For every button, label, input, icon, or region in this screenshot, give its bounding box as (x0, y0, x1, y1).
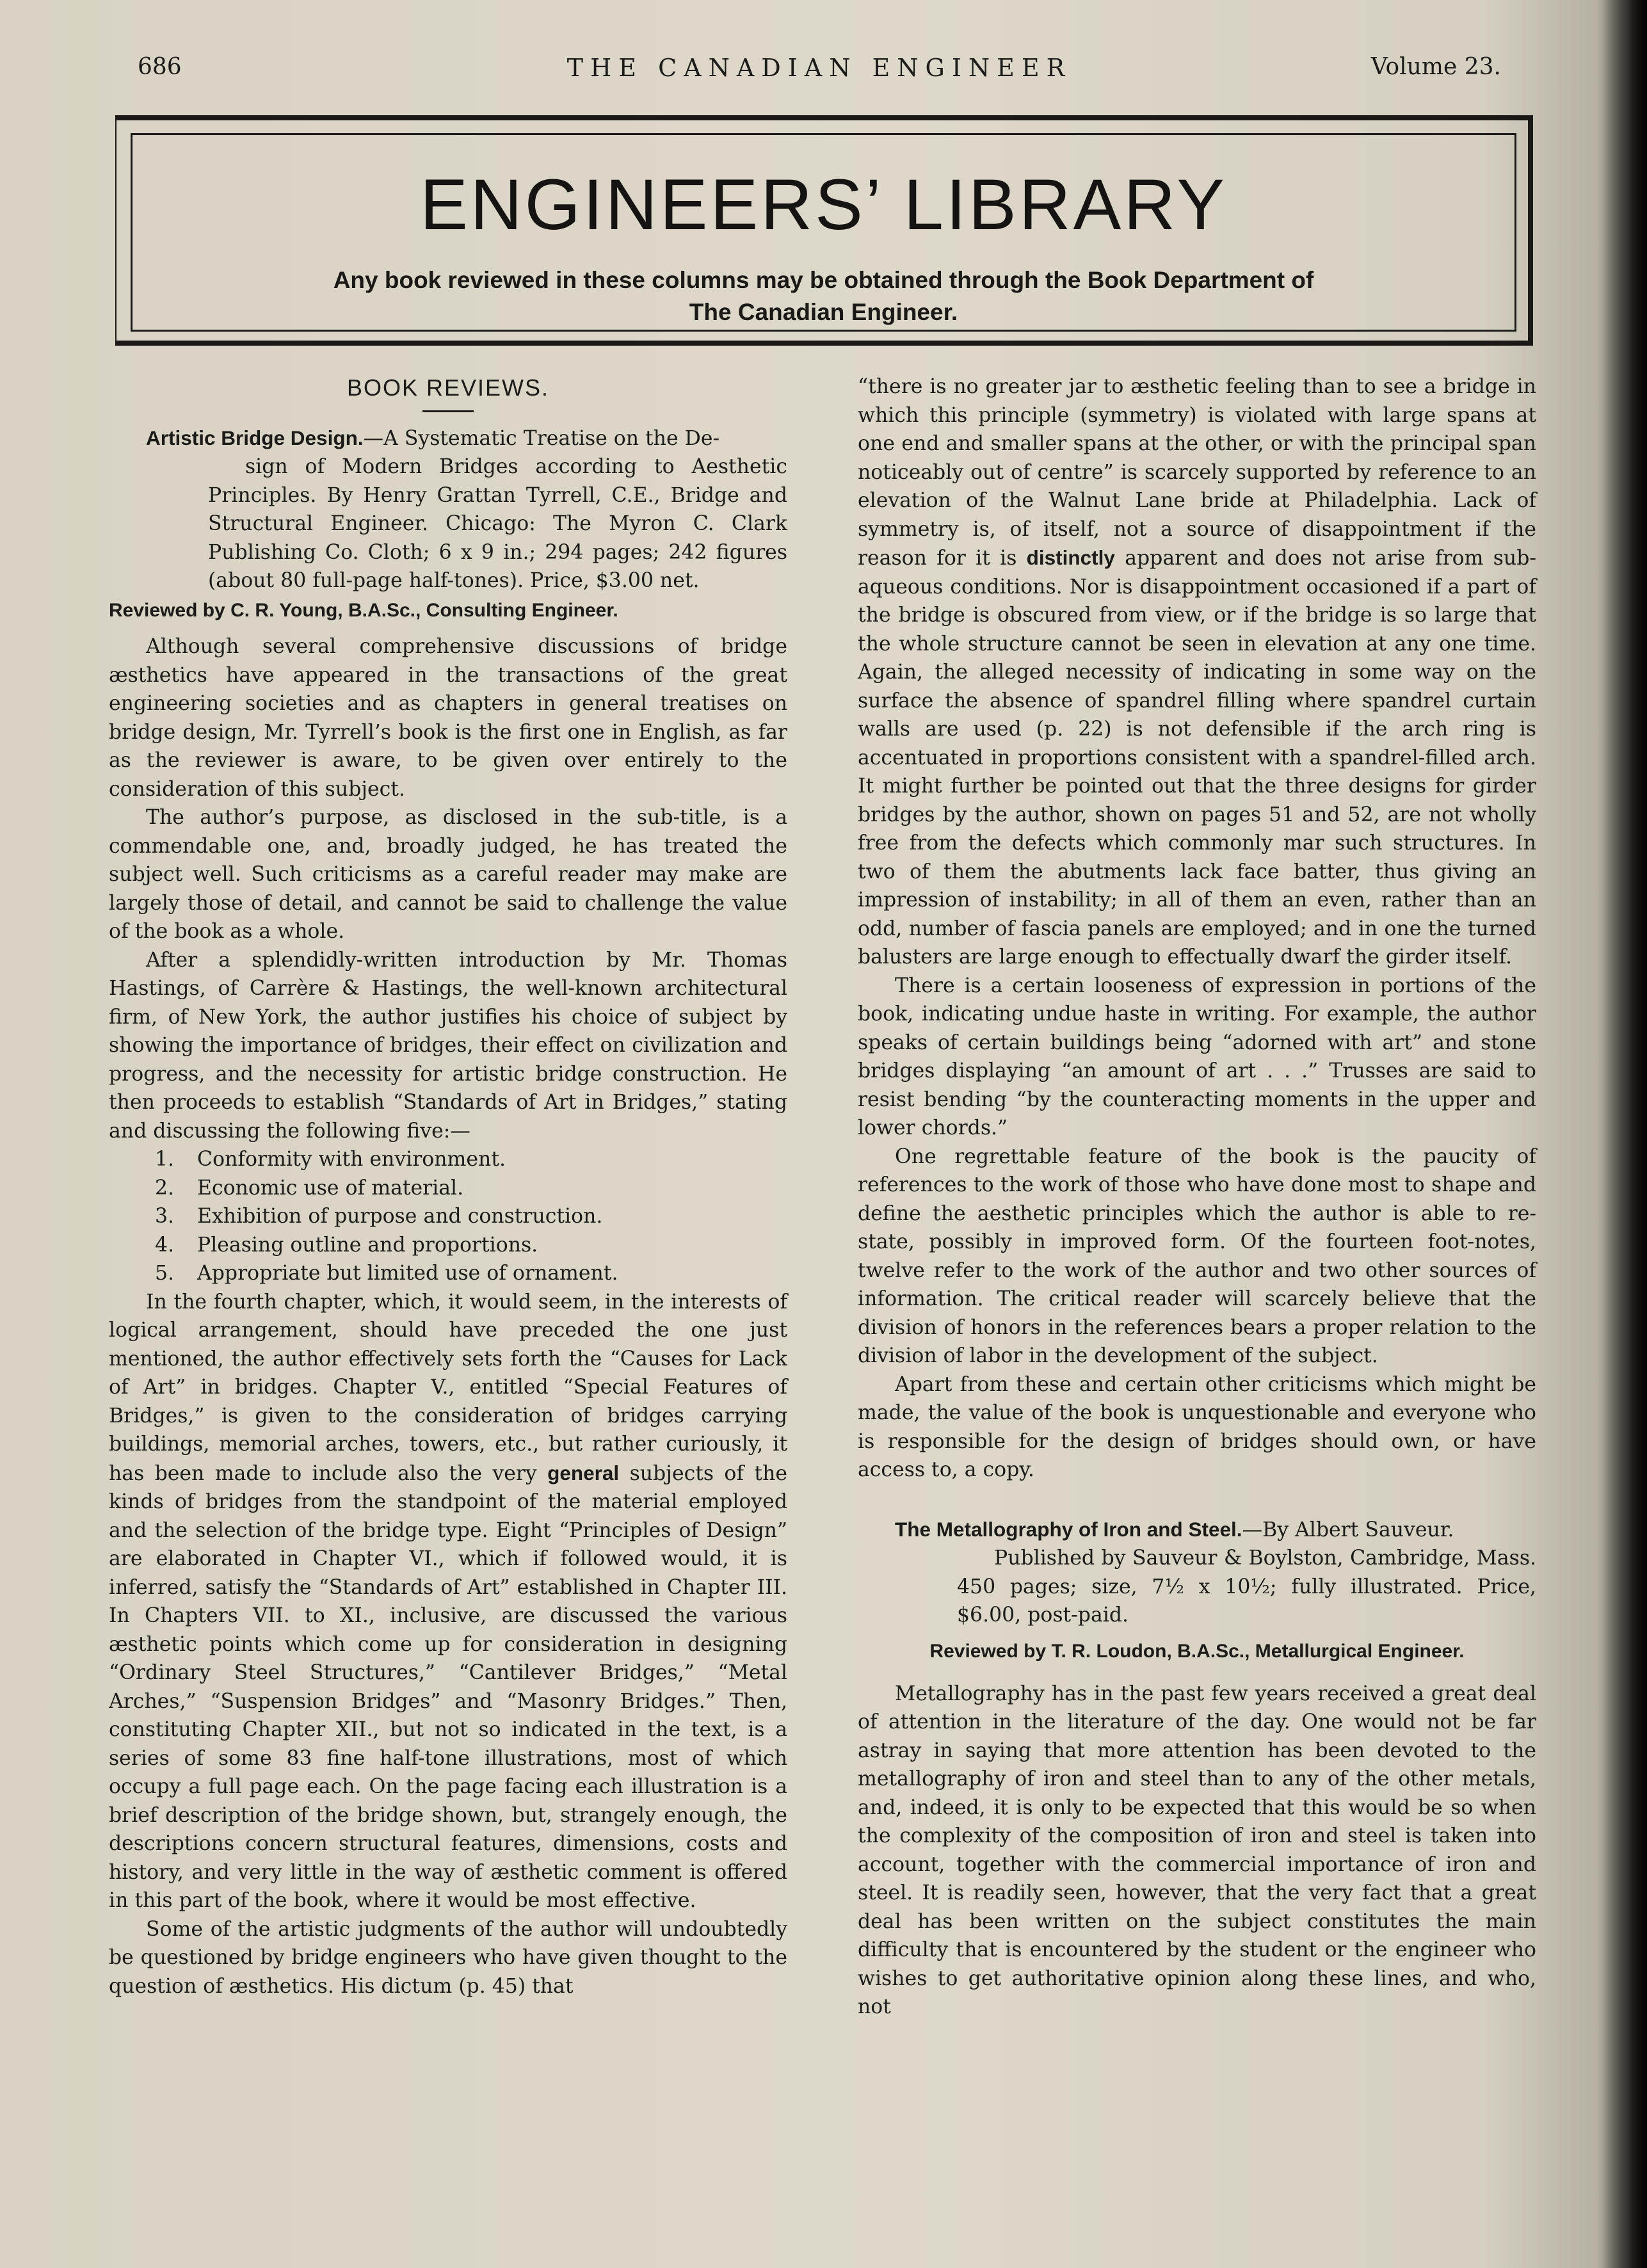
review1-para4-part2: subjects of the kinds of bridges from the standpoint of the material employed and the selection of the bridge type. Eight “Principles of Design” are elaborated in Chapter VI., which if followed would, it is inferred, satisfy the “Standards of Art” established in Chapter III. In Chapters VII. to XI., inclusive, are discussed the various æsthetic points which come up for consideration in designing “Ordinary Steel Structures,” “Cantilever Bridges,” “Metal Arches,” “Suspension Bridges” and “Masonry Bridges.” Then, constituting Chapter XII., but not so indicated in the text, is a series of some 83 fine half-tone illustrations, most of which occupy a full page each. On the page facing each illustration is a brief description of the bridge shown, but, strangely enough, the descriptions concern structural features, dimensions, costs and history, and very little in the way of æsthetic comment is offered in this part of the book, where it would be most effective. (109, 1461, 788, 1912)
journal-title: THE CANADIAN ENGINEER (566, 54, 1072, 82)
book-details-1: sign of Modern Bridges according to Aesthetic Principles. By Henry Grattan Tyrrell, C.E., Bridge and Structural Engineer. Chicago: The Myron C. Clark Publishing Co. Cloth; 6 x 9 in.; 294 pages; 242 figures (about 80 full-page half-tones). Price, $3.00 net. (208, 455, 787, 592)
review1-para4-bold: general (547, 1461, 620, 1484)
list-text: Exhibition of purpose and construction. (197, 1205, 603, 1228)
review1-para6-bold: distinctly (1026, 546, 1115, 569)
list-text: Conformity with environment. (197, 1148, 506, 1171)
volume-label: Volume 23. (1370, 54, 1501, 80)
banner-subtitle-line1: Any book reviewed in these columns may be obtained through the Book Department of (333, 267, 1314, 293)
list-item (155, 1174, 787, 1203)
review1-para4 (109, 1288, 787, 1915)
review1-para1: Although several comprehensive discussions of bridge æsthetics have appeared in the transactions of the great engineering societies and as chapters in general treatises on bridge design, Mr. Tyrrell’s book is the first one in English, as far as the reviewer is aware, to be given over entirely to the consideration of this subject. (109, 635, 787, 801)
section-banner (115, 115, 1533, 346)
review1-para7: There is a certain looseness of expression in portions of the book, indicating undue haste in writing. For example, the author speaks of certain buildings being “adorned with art” and stone bridges displaying “an amount of art . . .” Trusses are said to resist bending “by the counteracting moments in the upper and lower chords.” (858, 974, 1536, 1139)
list-item (155, 1259, 787, 1288)
banner-subtitle-line2: The Canadian Engineer. (689, 299, 958, 325)
book-details-2: Published by Sauveur & Boylston, Cambridge, Mass. 450 pages; size, 7½ x 10½; fully illustrated. Price, $6.00, post-paid. (957, 1547, 1536, 1627)
review1-para9: Apart from these and certain other criticisms which might be made, the value of the book is unquestionable and everyone who is responsible for the design of bridges should own, or have access to, a copy. (858, 1372, 1536, 1481)
list-number: 3. (155, 1205, 175, 1228)
review1-para2: The author’s purpose, as disclosed in the sub-title, is a commendable one, and, broadly judged, he has treated the subject well. Such criticisms as a careful reader may make are largely those of detail, and cannot be said to challenge the value of the book as a whole. (109, 806, 787, 943)
review1-para5: Some of the artistic judgments of the author will undoubtedly be questioned by bridge engineers who have given thought to the question of æsthetics. His dictum (p. 45) that (109, 1917, 787, 1998)
banner-title: ENGINEERS’ LIBRARY (420, 165, 1227, 245)
list-number: 4. (155, 1233, 175, 1257)
list-item (155, 1231, 787, 1260)
review1-para6 (858, 373, 1536, 972)
standards-list (109, 1145, 787, 1288)
spacer (858, 1484, 1536, 1515)
banner-subtitle (133, 264, 1514, 328)
reviewer-2: Reviewed by T. R. Loudon, B.A.Sc., Metallurgical Engineer. (929, 1640, 1465, 1662)
book-title-2: The Metallography of Iron and Steel. (895, 1517, 1242, 1541)
list-number: 1. (155, 1148, 175, 1171)
review1-para8: One regrettable feature of the book is the paucity of references to the work of those who have done most to shape and define the aesthetic principles which the author is able to re-state, possibly in improved form. Of the fourteen foot-notes, twelve refer to the work of the author and two other sources of information. The critical reader will scarcely believe that the division of honors in the references bears a proper relation to the division of labor in the development of the subject. (858, 1145, 1536, 1367)
left-column (109, 371, 787, 2000)
page-number: 686 (138, 54, 182, 80)
list-text: Pleasing outline and proportions. (197, 1233, 538, 1257)
section-heading: BOOK REVIEWS. (346, 374, 550, 401)
list-number: 5. (155, 1262, 175, 1285)
review1-para3: After a splendidly-written introduction by Mr. Thomas Hastings, of Carrère & Hastings, the well-known architectural firm, of New York, the author justifies his choice of subject by showing the importance of bridges, their effect on civilization and progress, and the necessity for artistic bridge construction. He then proceeds to establish “Standards of Art in Bridges,” stating and discussing the following five:— (109, 948, 787, 1143)
list-item (155, 1145, 787, 1174)
book-details-1-first: —A Systematic Treatise on the De- (363, 426, 720, 450)
banner-inner-frame (131, 133, 1516, 332)
running-head (138, 54, 1501, 92)
review1-para4-part1: In the fourth chapter, which, it would seem, in the interests of logical arrangement, should have preceded the one just mentioned, the author effectively sets forth the “Causes for Lack of Art” in bridges. Chapter V., entitled “Special Features of Bridges,” is given to the consideration of bridges carrying buildings, memorial arches, towers, etc., but rather curiously, it has been made to include also the very (109, 1290, 787, 1485)
book-details-2-first: —By Albert Sauveur. (1242, 1518, 1454, 1541)
list-text: Appropriate but limited use of ornament. (197, 1262, 618, 1285)
right-column (858, 373, 1536, 2022)
list-number: 2. (155, 1176, 175, 1200)
review1-para6-part2: apparent and does not arise from sub-aqueous conditions. Nor is disappointment occasioned if a part of the bridge is obscured from view, or if the bridge is so large that the whole structure cannot be seen in elevation at any one time. Again, the alleged necessity of indicating in some way on the surface the absence of spandrel filling where spandrel curtain walls are used (p. 22) is not defensible if the arch ring is accentuated in proportions consistent with a spandrel-filled arch. It might further be pointed out that the three designs for girder bridges by the author, shown on pages 51 and 52, are not wholly free from the defects which commonly mar such structures. In two of them the abutments lack face batter, thus giving an impression of instability; in all of them an even, rather than an odd, number of fascia panels are employed; and in one the turned balusters are large enough to effectually dwarf the girder itself. (858, 547, 1536, 969)
review1-para6-part1: “there is no greater jar to æsthetic feeling than to see a bridge in which this principle (symmetry) is violated with large spans at one end and smaller spans at the other, or with the principal span noticeably out of centre” is scarcely supported by reference to an elevation of the Walnut Lane bride at Philadelphia. Lack of symmetry is, of itself, not a source of disappointment if the reason for it is (858, 375, 1536, 570)
book-entry-1 (109, 424, 787, 595)
list-text: Economic use of material. (197, 1176, 464, 1200)
review2-para1: Metallography has in the past few years received a great deal of attention in the literature of the day. One would not be far astray in saying that more attention has been devoted to the metallography of iron and steel than to any of the other metals, and, indeed, it is only to be expected that this would be so when the complexity of the composition of iron and steel is taken into account, together with the commercial importance of iron and steel. It is readily seen, however, that the very fact that a great deal has been written on the subject constitutes the main difficulty that is encountered by the student or the engineer who wishes to get authoritative opinion along these lines, and who, not (858, 1682, 1536, 2018)
page-gutter-shadow (1602, 0, 1647, 2268)
reviewer-1: Reviewed by C. R. Young, B.A.Sc., Consulting Engineer. (109, 599, 618, 621)
book-entry-2 (858, 1515, 1536, 1630)
list-item (155, 1202, 787, 1231)
section-rule (422, 410, 474, 412)
book-title-1: Artistic Bridge Design. (146, 426, 364, 449)
